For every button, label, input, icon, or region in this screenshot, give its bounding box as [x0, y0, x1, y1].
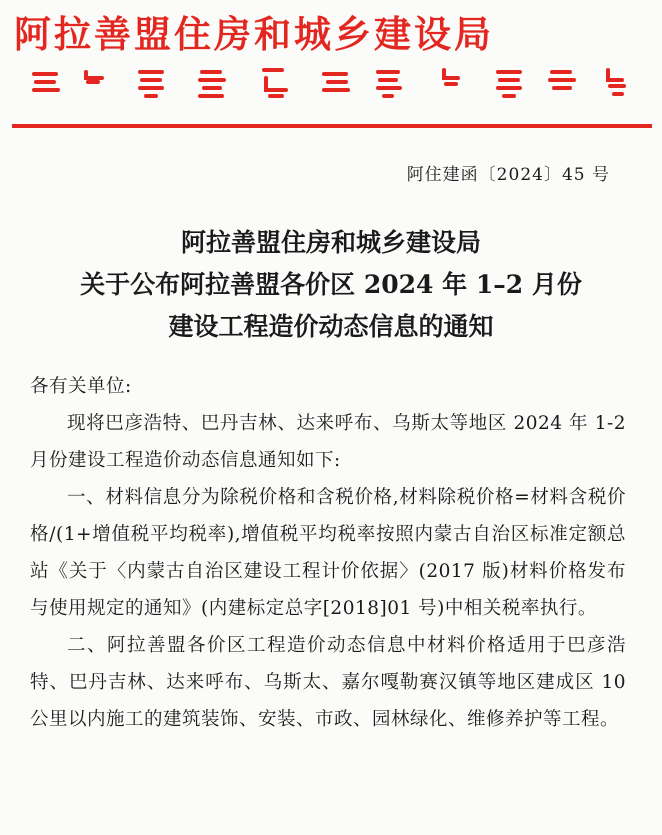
paragraph-intro: 现将巴彦浩特、巴丹吉林、达来呼布、乌斯太等地区 2024 年 1-2 月份建设工程造价动态信息通知如下: [30, 413, 626, 471]
letterhead-org-name: 阿拉善盟住房和城乡建设局 [14, 13, 494, 56]
letterhead-red-rule [12, 124, 652, 128]
notice-title-line-3: 建设工程造价动态信息的通知 [168, 312, 494, 341]
paragraph-item-2: 二、阿拉善盟各价区工程造价动态信息中材料价格适用于巴彦浩特、巴丹吉林、达来呼布、乌斯太、嘉尔嘎勒赛汉镇等地区建成区 10 公里以内施工的建筑装饰、安装、市政、园林绿化、维修养护等工程。 [30, 635, 626, 730]
document-number: 阿住建函〔2024〕45 号 [406, 165, 610, 185]
notice-title-line-1: 阿拉善盟住房和城乡建设局 [180, 228, 481, 257]
mongolian-script-letterhead [28, 62, 638, 102]
salutation: 各有关单位: [30, 376, 132, 397]
paragraph-item-1: 一、材料信息分为除税价格和含税价格,材料除税价格=材料含税价格/(1+增值税平均税率),增值税平均税率按照内蒙古自治区标准定额总站《关于〈内蒙古自治区建设工程计价依据〉(2017 版)材料价格发布与使用规定的通知》(内建标定总字[2018]01 号)中相关税率执行。 [30, 487, 626, 619]
notice-title-line-2: 关于公布阿拉善盟各价区 2024 年 1–2 月份 [80, 270, 582, 299]
notice-body [30, 368, 626, 738]
notice-title [0, 222, 662, 348]
